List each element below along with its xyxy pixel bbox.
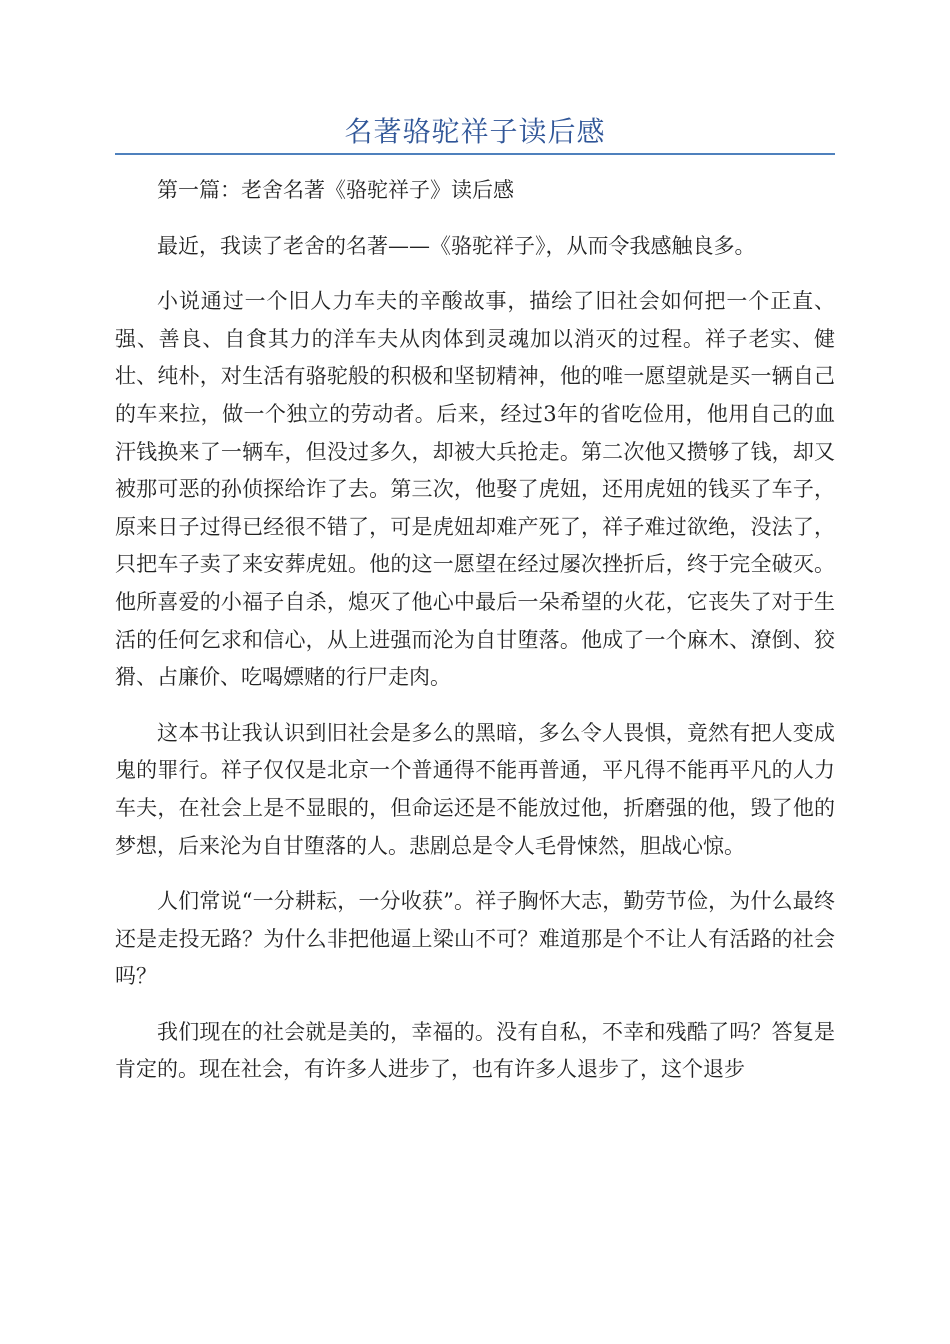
- body-paragraph: 这本书让我认识到旧社会是多么的黑暗，多么令人畏惧，竟然有把人变成鬼的罪行。祥子仅仅是北京一个普通得不能再普通，平凡得不能再平凡的人力车夫，在社会上是不显眼的，但命运还是不能放过他，折磨强的他，毁了他的梦想，后来沦为自甘堕落的人。悲剧总是令人毛骨悚然，胆战心惊。: [115, 720, 835, 858]
- body-paragraph: 最近，我读了老舍的名著——《骆驼祥子》，从而令我感触良多。: [157, 233, 756, 258]
- body-paragraph: 小说通过一个旧人力车夫的辛酸故事，描绘了旧社会如何把一个正直、强、善良、自食其力的洋车夫从肉体到灵魂加以消灭的过程。祥子老实、健壮、纯朴，对生活有骆驼般的积极和坚韧精神，他的唯一愿望就是买一辆自己的车来拉，做一个独立的劳动者。后来，经过3年的省吃俭用，他用自己的血汗钱换来了一辆车，但没过多久，却被大兵抢走。第二次他又攒够了钱，却又被那可恶的孙侦探给诈了去。第三次，他娶了虎妞，还用虎妞的钱买了车子，原来日子过得已经很不错了，可是虎妞却难产死了，祥子难过欲绝，没法了，只把车子卖了来安葬虎妞。他的这一愿望在经过屡次挫折后，终于完全破灭。他所喜爱的小福子自杀，熄灭了他心中最后一朵希望的火花，它丧失了对于生活的任何乞求和信心，从上进强而沦为自甘堕落。他成了一个麻木、潦倒、狡猾、占廉价、吃喝嫖赌的行尸走肉。: [115, 289, 835, 690]
- document-body: [115, 172, 835, 1107]
- body-paragraph: 人们常说“一分耕耘，一分收获”。祥子胸怀大志，勤劳节俭，为什么最终还是走投无路？为什么非把他逼上梁山不可？难道那是个不让人有活路的社会吗？: [115, 889, 835, 989]
- body-paragraph: 我们现在的社会就是美的，幸福的。没有自私，不幸和残酷了吗？答复是肯定的。现在社会，有许多人进步了，也有许多人退步了，这个退步: [115, 1019, 835, 1082]
- title-underline: [115, 153, 835, 155]
- document-title: 名著骆驼祥子读后感: [344, 115, 606, 148]
- section-heading: 第一篇：老舍名著《骆驼祥子》读后感: [157, 178, 514, 202]
